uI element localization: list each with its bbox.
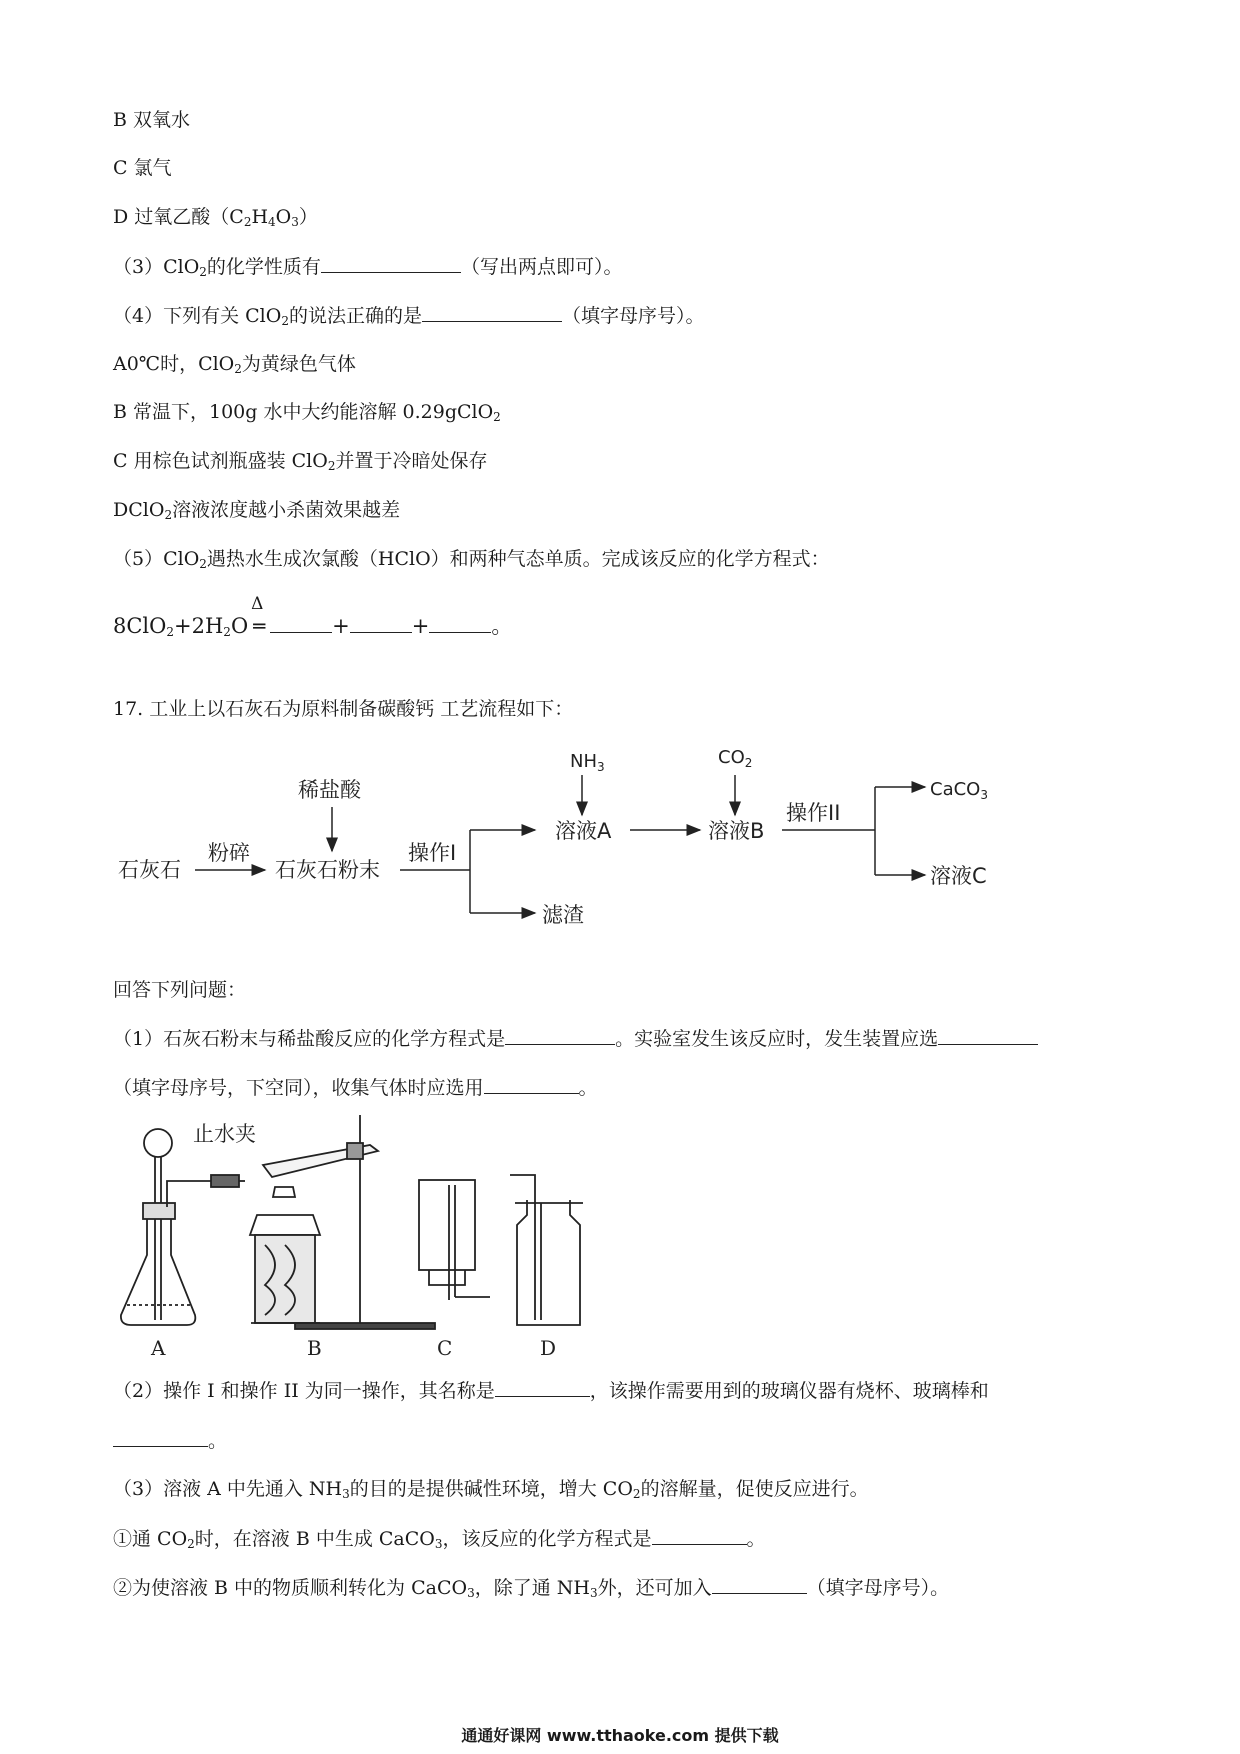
subscript: 2 [187, 1537, 195, 1551]
text: ） [298, 206, 318, 228]
q17-sub-2 [113, 1378, 989, 1403]
sub-question-4 [113, 303, 705, 333]
flow-residue: 滤渣 [542, 903, 584, 927]
flow-op1: 操作I [408, 841, 457, 865]
label-b: B [307, 1336, 322, 1360]
subscript: 3 [589, 1586, 598, 1600]
subscript: 2 [164, 508, 173, 522]
question-17-title: 17. 工业上以石灰石为原料制备碳酸钙 工艺流程如下： [113, 698, 574, 720]
text: 。 [491, 614, 513, 638]
delta-symbol: Δ [251, 594, 264, 614]
text: ，该操作需要用到的玻璃仪器有烧杯、玻璃棒和 [589, 1380, 989, 1402]
text: ，除了通 NH [474, 1577, 590, 1599]
option-c: C 氯气 [113, 157, 172, 179]
subscript: 3 [291, 215, 299, 229]
flow-powder: 石灰石粉末 [275, 858, 380, 882]
text: 的目的是提供碱性环境，增大 CO [349, 1478, 633, 1500]
apparatus-a [121, 1129, 245, 1325]
text: 外，还可加入 [597, 1577, 712, 1599]
text: 溶液浓度越小杀菌效果越差 [172, 499, 401, 521]
subscript: 4 [268, 215, 276, 229]
subscript: 2 [632, 1487, 641, 1501]
sub-question-3 [113, 254, 622, 284]
text: H [251, 206, 269, 228]
subscript: 2 [166, 625, 175, 639]
subscript: 2 [493, 410, 501, 424]
text: （填字母序号，下空同），收集气体时应选用 [113, 1077, 484, 1099]
q17-sub-3-1 [113, 1526, 766, 1556]
text: （3）ClO [113, 256, 200, 278]
sub4-option-b [113, 400, 501, 429]
subscript: 2 [281, 314, 289, 328]
text: （2）操作 I 和操作 II 为同一操作，其名称是 [113, 1380, 495, 1402]
apparatus-b [250, 1115, 435, 1329]
text: （填字母序号）。 [806, 1577, 950, 1599]
text: DClO [113, 499, 165, 521]
sub-question-5 [113, 547, 830, 576]
page-footer: 通通好课网 www.tthaoke.com 提供下载 [461, 1726, 779, 1745]
text: NH [570, 751, 597, 772]
subscript: 3 [434, 1537, 443, 1551]
answer-blank[interactable] [712, 1575, 807, 1594]
apparatus-d [510, 1175, 583, 1325]
text: +2H [174, 614, 224, 638]
option-d [113, 205, 318, 234]
text: 的溶解量，促使反应进行。 [640, 1478, 869, 1500]
answer-blank[interactable] [429, 614, 491, 633]
apparatus-diagram [115, 1115, 675, 1365]
text: D 过氧乙酸（C [113, 206, 244, 228]
text: 8ClO [113, 614, 167, 638]
label-d: D [540, 1336, 557, 1360]
answer-blank[interactable] [652, 1526, 747, 1545]
text: ②为使溶液 B 中的物质顺利转化为 CaCO [113, 1577, 468, 1599]
text: C 用棕色试剂瓶盛装 ClO [113, 450, 328, 472]
text: CaCO [930, 779, 981, 800]
answer-blank[interactable] [495, 1378, 590, 1397]
flow-crush: 粉碎 [208, 841, 250, 865]
text: O [275, 206, 292, 228]
q17-sub-1 [113, 1026, 1038, 1051]
answer-prompt: 回答下列问题： [113, 979, 247, 1001]
apparatus-c [419, 1180, 490, 1300]
label-stop-clamp: 止水夹 [193, 1122, 256, 1146]
flow-solution-b: 溶液B [708, 819, 765, 843]
text: （写出两点即可）。 [460, 256, 623, 278]
text: 。实验室发生该反应时，发生装置应选 [615, 1028, 939, 1050]
text: 的化学性质有 [206, 256, 321, 278]
text: 。 [578, 1077, 598, 1099]
subscript: 2 [234, 362, 242, 376]
flow-op2: 操作II [786, 801, 841, 825]
subscript: 2 [243, 215, 252, 229]
text: A0℃时，ClO [113, 353, 235, 375]
text: ，该反应的化学方程式是 [442, 1528, 652, 1550]
q17-sub-3-2 [113, 1575, 949, 1605]
answer-blank[interactable] [321, 254, 461, 273]
text: 并置于冷暗处保存 [335, 450, 488, 472]
label-a: A [151, 1336, 166, 1360]
subscript: 3 [597, 760, 605, 774]
q17-sub-2-cont [113, 1428, 227, 1453]
text: （5）ClO [113, 548, 200, 570]
text: ①通 CO [113, 1528, 188, 1550]
flow-caco3 [930, 779, 988, 802]
text: 。 [208, 1430, 228, 1452]
text: CO [718, 747, 745, 768]
subscript: 3 [342, 1487, 350, 1501]
chemical-equation [113, 594, 513, 640]
answer-blank[interactable] [270, 614, 332, 633]
answer-blank[interactable] [484, 1075, 579, 1094]
heating-equals-sign [248, 594, 270, 638]
text: O [230, 614, 249, 638]
text: （4）下列有关 ClO [113, 305, 282, 327]
flow-hcl: 稀盐酸 [298, 778, 361, 802]
flow-solution-c: 溶液C [930, 864, 987, 888]
option-b: B 双氧水 [113, 109, 191, 131]
plus: + [332, 614, 350, 638]
text: 的说法正确的是 [288, 305, 422, 327]
answer-blank[interactable] [505, 1026, 615, 1045]
subscript: 2 [327, 459, 336, 473]
flow-limestone: 石灰石 [118, 858, 181, 882]
answer-blank[interactable] [938, 1026, 1038, 1045]
answer-blank[interactable] [350, 614, 412, 633]
text: 为黄绿色气体 [241, 353, 356, 375]
sub4-option-a [113, 352, 356, 381]
q17-sub-1-cont [113, 1075, 598, 1100]
text: （填字母序号）。 [561, 305, 705, 327]
subscript: 2 [223, 625, 231, 639]
text: B 常温下，100g 水中大约能溶解 0.29gClO [113, 401, 494, 423]
flow-co2 [718, 747, 752, 770]
text: 时，在溶液 B 中生成 CaCO [194, 1528, 435, 1550]
answer-blank[interactable] [113, 1428, 208, 1447]
equals-symbol: ═ [253, 614, 266, 638]
sub4-option-d [113, 498, 400, 527]
subscript: 3 [980, 788, 988, 802]
answer-blank[interactable] [422, 303, 562, 322]
text: 遇热水生成次氯酸（HClO）和两种气态单质。完成该反应的化学方程式： [206, 548, 830, 570]
q17-sub-3 [113, 1477, 869, 1506]
subscript: 2 [199, 265, 207, 279]
subscript: 2 [744, 756, 753, 770]
subscript: 2 [199, 557, 207, 571]
flow-nh3 [570, 751, 605, 774]
flow-solution-a: 溶液A [555, 819, 612, 843]
process-flow-diagram [110, 735, 1010, 950]
sub4-option-c [113, 449, 487, 478]
text: 。 [746, 1528, 766, 1550]
text: （3）溶液 A 中先通入 NH [113, 1478, 343, 1500]
text: （1）石灰石粉末与稀盐酸反应的化学方程式是 [113, 1028, 506, 1050]
plus: + [411, 614, 430, 638]
subscript: 3 [467, 1586, 475, 1600]
label-c: C [437, 1336, 453, 1360]
